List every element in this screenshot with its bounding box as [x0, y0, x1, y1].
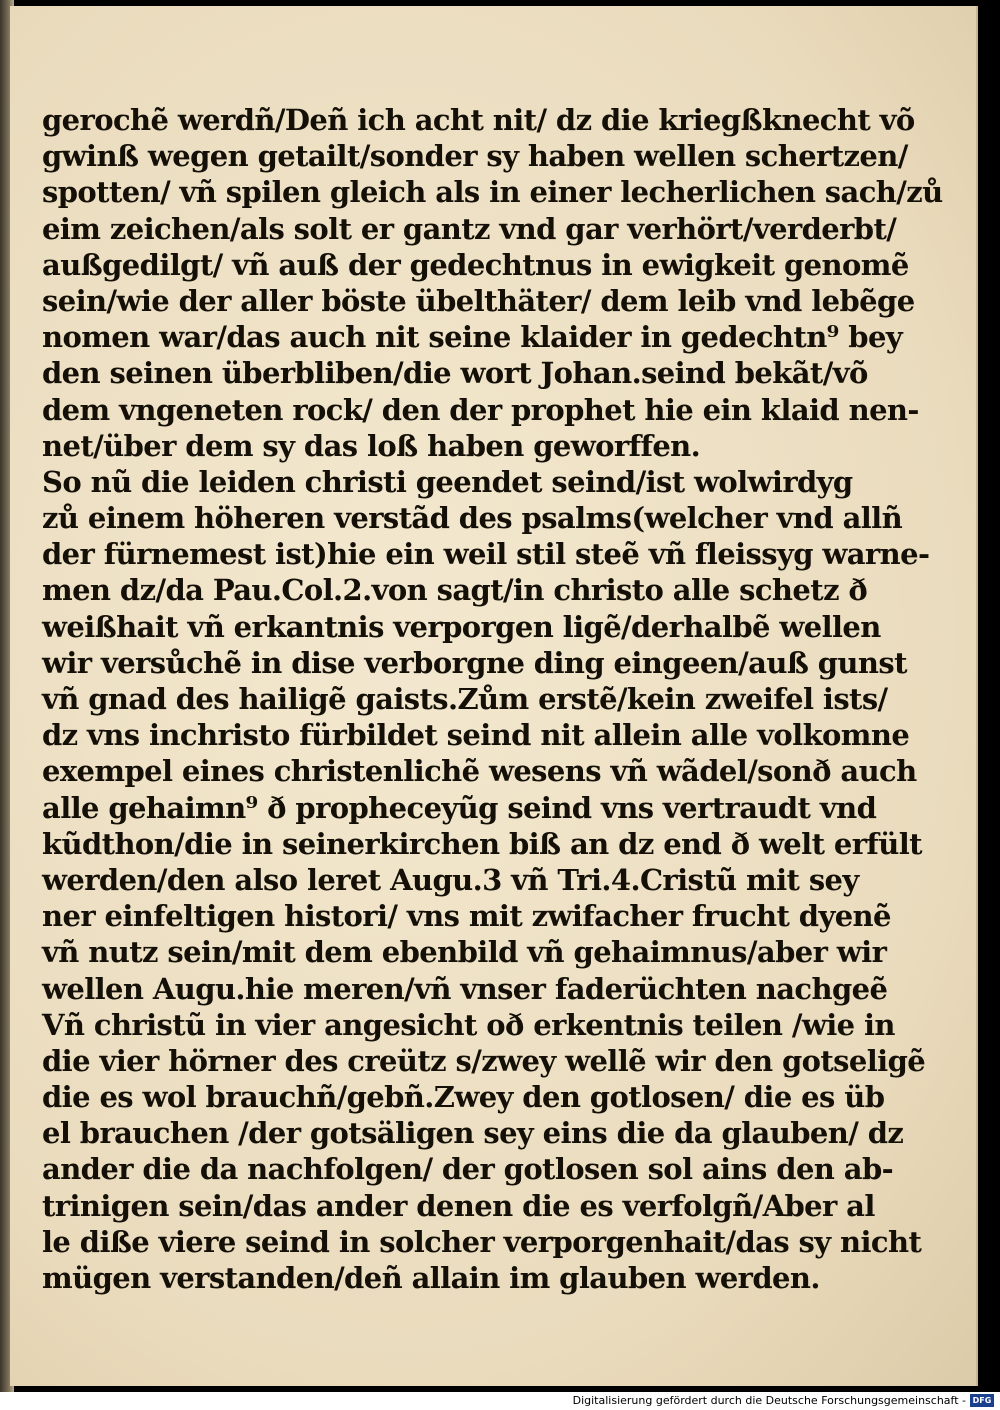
text-line: wir versůchẽ in dise verborgne ding eingeen/auß gunst: [42, 645, 907, 680]
text-line: sein/wie der aller böste übelthäter/ dem leib vnd lebẽge: [42, 283, 915, 318]
text-line: le diße viere seind in solcher verporgenhait/das sy nicht: [42, 1224, 922, 1259]
dfg-credit: Digitalisierung gefördert durch die Deutsche Forschungsgemeinschaft -: [572, 1394, 966, 1407]
text-line: nomen war/das auch nit seine klaider in gedechtn⁹ bey: [42, 320, 903, 355]
text-line: men dz/da Pau.Col.2.von sagt/in christo alle schetz ð: [42, 573, 868, 608]
text-line: ner einfeltigen histori/ vns mit zwifacher frucht dyenẽ: [42, 899, 891, 934]
book-page: [10, 6, 978, 1386]
dfg-logo: DFG: [970, 1394, 994, 1407]
text-line: außgedilgt/ vñ auß der gedechtnus in ewigkeit genomẽ: [42, 247, 909, 282]
text-line: gerochẽ werdñ/Deñ ich acht nit/ dz die kriegßknecht võ: [42, 103, 915, 137]
text-line: Vñ christũ in vier angesicht oð erkentnis teilen /wie in: [42, 1007, 895, 1042]
text-line: ander die da nachfolgen/ der gotlosen sol ains den ab-: [42, 1152, 894, 1187]
text-line: exempel eines christenlichẽ wesens vñ wãdel/sonð auch: [42, 754, 917, 789]
text-line: gwinß wegen getailt/sonder sy haben wellen schertzen/: [42, 139, 908, 174]
text-line: dz vns inchristo fürbildet seind nit allein alle volkomne: [42, 718, 910, 753]
text-line: werden/den also leret Augu.3 vñ Tri.4.Cristũ mit sey: [42, 862, 859, 897]
text-line: die es wol brauchñ/gebñ.Zwey den gotlosen/ die es üb: [42, 1080, 885, 1115]
text-line: el brauchen /der gotsäligen sey eins die da glauben/ dz: [42, 1116, 904, 1151]
text-line: kũdthon/die in seinerkirchen biß an dz end ð welt erfült: [42, 826, 922, 861]
text-line: der fürnemest ist)hie ein weil stil steẽ vñ fleissyg warne-: [42, 537, 930, 572]
text-line: So nũ die leiden christi geendet seind/ist wolwirdyg: [42, 464, 853, 499]
text-line: dem vngeneten rock/ den der prophet hie ein klaid nen-: [42, 392, 919, 427]
text-line: vñ gnad des hailigẽ gaists.Zům erstẽ/kein zweifel ists/: [42, 682, 888, 716]
text-line: zů einem höheren verstãd des psalms(welcher vnd allñ: [42, 501, 903, 536]
page-text-block: [42, 102, 943, 1296]
text-line: mügen verstanden/deñ allain im glauben werden.: [42, 1261, 820, 1295]
text-line: spotten/ vñ spilen gleich als in einer lecherlichen sach/zů: [42, 175, 943, 210]
text-line: alle gehaimn⁹ ð propheceyũg seind vns vertraudt vnd: [42, 790, 877, 825]
text-line: weißhait vñ erkantnis verporgen ligẽ/derhalbẽ wellen: [42, 609, 881, 644]
text-line: eim zeichen/als solt er gantz vnd gar verhört/verderbt/: [42, 211, 897, 246]
text-line: trinigen sein/das ander denen die es verfolgñ/Aber al: [42, 1188, 875, 1223]
text-line: die vier hörner des creütz s/zwey wellẽ wir den gotseligẽ: [42, 1043, 926, 1078]
footer-bar: [0, 1392, 1000, 1410]
text-line: den seinen überbliben/die wort Johan.seind bekãt/võ: [42, 356, 868, 391]
text-line: net/über dem sy das loß haben geworffen.: [42, 428, 701, 463]
text-line: wellen Augu.hie meren/vñ vnser faderüchten nachgeẽ: [42, 971, 888, 1006]
text-line: vñ nutz sein/mit dem ebenbild vñ gehaimnus/aber wir: [42, 935, 887, 970]
